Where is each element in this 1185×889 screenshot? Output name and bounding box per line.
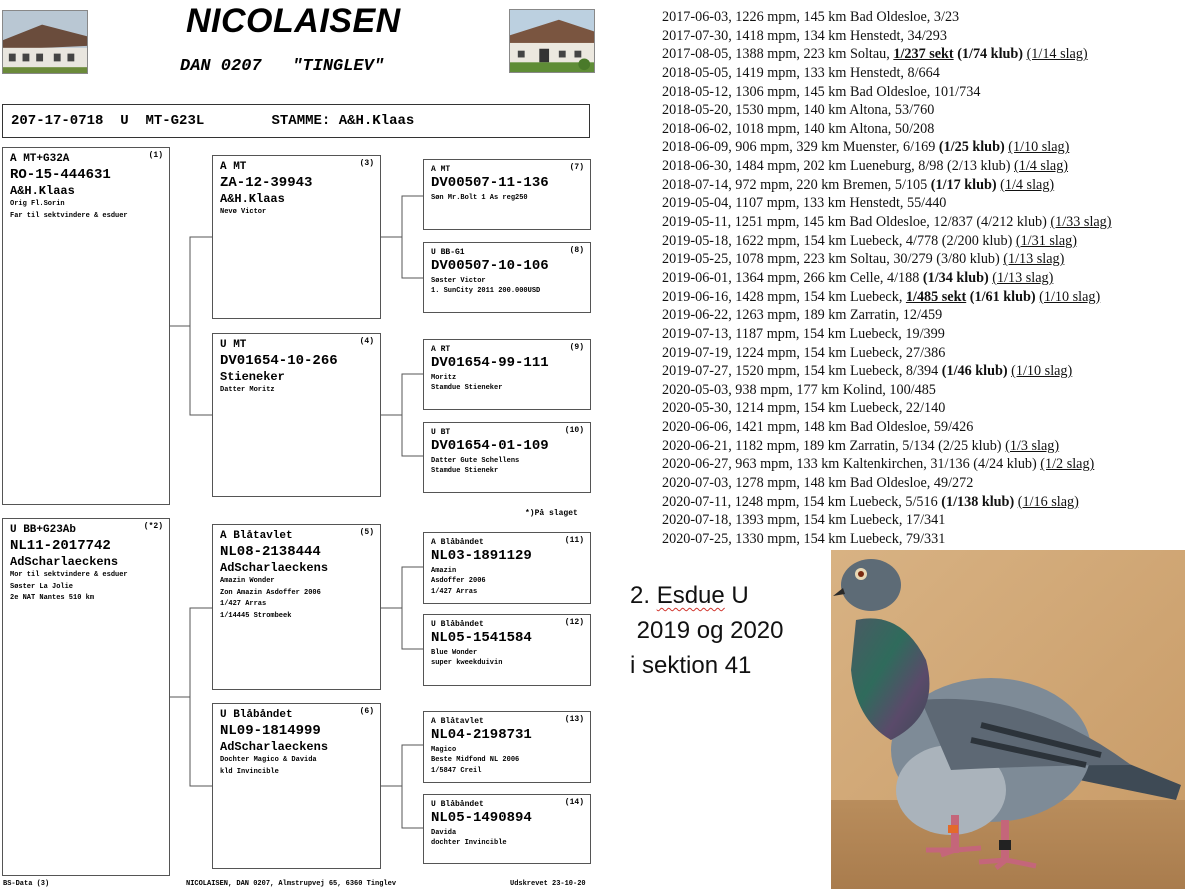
farmhouse-photo-left (2, 10, 88, 74)
box-note: 1/427 Arras (220, 600, 267, 609)
pedigree-subtitle: DAN 0207 "TINGLEV" (180, 57, 385, 76)
box-note: 2e NAT Nantes 510 km (10, 594, 95, 603)
box-number: (9) (569, 343, 584, 352)
pedigree-box-9 (423, 339, 591, 410)
result-text: 2019-05-25, 1078 mpm, 223 km Soltau, 30/279 (3/80 klub) (662, 251, 1000, 268)
box-ring: NL05-1541584 (431, 630, 532, 646)
race-result-row (662, 344, 1112, 363)
box-note: Magico (431, 745, 457, 754)
pedigree-box-6 (212, 703, 381, 869)
box-ring: NL09-1814999 (220, 722, 321, 739)
box-color-line: U Blåbåndet (220, 709, 293, 721)
race-result-row (662, 27, 1112, 46)
box-note: Davida (431, 828, 457, 837)
pedigree-box-5 (212, 524, 381, 690)
race-result-row (662, 474, 1112, 493)
result-loft-place: (1/4 slag) (1000, 176, 1055, 193)
box-number: (4) (359, 337, 374, 346)
caption-section: i sektion 41 (630, 652, 752, 679)
box-ring: RO-15-444631 (10, 166, 111, 183)
box-ring: ZA-12-39943 (220, 174, 313, 191)
result-text: 2020-07-11, 1248 mpm, 154 km Luebeck, 5/516 (662, 493, 938, 510)
box-breeder: AdScharlaeckens (10, 555, 119, 570)
box-breeder: Stieneker (220, 370, 285, 385)
result-text: 2020-06-21, 1182 mpm, 189 km Zarratin, 5/134 (2/25 klub) (662, 437, 1002, 454)
box-number: (6) (359, 707, 374, 716)
box-note: Orig Fl.Sorin (10, 200, 65, 209)
box-color-line: U Blåbåndet (431, 620, 484, 629)
box-number: (5) (359, 528, 374, 537)
result-text: 2018-05-05, 1419 mpm, 133 km Henstedt, 8/664 (662, 64, 940, 81)
result-text: 2018-06-30, 1484 mpm, 202 km Lueneburg, 8/98 (2/13 klub) (662, 158, 1011, 175)
pigeon-photo (831, 550, 1185, 889)
result-loft-place: (1/33 slag) (1050, 214, 1112, 231)
box-number: (1) (148, 151, 163, 160)
box-breeder: A&H.Klaas (10, 184, 75, 199)
result-text: 2020-07-03, 1278 mpm, 148 km Bad Oldesloe, 49/272 (662, 475, 974, 492)
box-note: Asdoffer 2006 (431, 577, 486, 586)
box-ring: DV01654-01-109 (431, 438, 549, 454)
pedigree-box-8 (423, 242, 591, 313)
box-note: 1/427 Arras (431, 588, 478, 597)
result-text: 2020-07-25, 1330 mpm, 154 km Luebeck, 79/331 (662, 530, 946, 547)
result-text: 2019-05-11, 1251 mpm, 145 km Bad Oldesloe, 12/837 (4/212 klub) (662, 214, 1047, 231)
result-text: 2019-07-27, 1520 mpm, 154 km Luebeck, 8/394 (662, 363, 939, 380)
box-note: Far til sektvindere & esduer (10, 211, 128, 220)
race-result-row (662, 399, 1112, 418)
race-result-row (662, 362, 1112, 381)
box-note: 1. SunCity 2011 200.000USD (431, 287, 541, 296)
box-number: (3) (359, 159, 374, 168)
result-loft-place: (1/4 slag) (1014, 158, 1069, 175)
pedigree-box-13 (423, 711, 591, 783)
sex: U (120, 113, 129, 129)
race-result-row (662, 493, 1112, 512)
box-ring: NL04-2198731 (431, 727, 532, 743)
box-note: Søster La Jolie (10, 582, 74, 591)
result-club-place: (1/25 klub) (938, 139, 1005, 156)
result-loft-place: (1/10 slag) (1011, 363, 1073, 380)
result-loft-place: (1/14 slag) (1026, 46, 1088, 63)
box-note: Stamdue Stieneker (431, 384, 503, 393)
caption-years: 2019 og 2020 (630, 617, 784, 644)
box-color-line: U MT (220, 339, 247, 351)
race-results-list (662, 8, 1112, 549)
box-color-line: A MT (431, 165, 451, 174)
caption-suffix: U (724, 582, 749, 609)
race-result-row (662, 437, 1112, 456)
result-text: 2018-05-20, 1530 mpm, 140 km Altona, 53/760 (662, 102, 935, 119)
pedigree-box-14 (423, 794, 591, 864)
box-number: (14) (564, 798, 584, 807)
box-note: Beste Midfond NL 2006 (431, 756, 520, 765)
box-note: Mor til sektvindere & esduer (10, 571, 128, 580)
race-result-row (662, 325, 1112, 344)
result-club-place: (1/17 klub) (930, 176, 997, 193)
result-text: 2018-07-14, 972 mpm, 220 km Bremen, 5/105 (662, 176, 928, 193)
race-result-row (662, 138, 1112, 157)
race-result-row (662, 45, 1112, 64)
pedigree-box-dam (2, 518, 170, 876)
result-loft-place: (1/2 slag) (1040, 456, 1095, 473)
box-note: Nevø Victor (220, 208, 267, 217)
box-color-line: A MT+G32A (10, 153, 70, 165)
caption-word: Esdue (656, 582, 725, 609)
race-result-row (662, 269, 1112, 288)
result-text: 2020-05-03, 938 mpm, 177 km Kolind, 100/485 (662, 381, 936, 398)
box-number: (11) (564, 536, 584, 545)
box-number: (10) (564, 426, 584, 435)
footer-software: BS-Data (3) (3, 880, 50, 888)
ace-pigeon-caption (630, 578, 783, 683)
race-result-row (662, 64, 1112, 83)
result-loft-place: (1/13 slag) (1003, 251, 1065, 268)
box-note: Dochter Magico & Davida (220, 756, 317, 765)
pedigree-box-10 (423, 422, 591, 493)
pedigree-box-4 (212, 333, 381, 497)
result-loft-place: (1/13 slag) (992, 269, 1054, 286)
result-section-place: 1/237 sekt (893, 46, 954, 63)
race-result-row (662, 306, 1112, 325)
box-breeder: AdScharlaeckens (220, 740, 329, 755)
box-ring: NL05-1490894 (431, 810, 532, 826)
farmhouse-photo-right (509, 9, 595, 73)
box-ring: DV00507-10-106 (431, 258, 549, 274)
race-result-row (662, 8, 1112, 27)
box-number: (12) (564, 618, 584, 627)
pedigree-box-3 (212, 155, 381, 319)
result-text: 2020-07-18, 1393 mpm, 154 km Luebeck, 17/341 (662, 512, 946, 529)
race-result-row (662, 101, 1112, 120)
box-note: 1/5847 Creil (431, 767, 482, 776)
box-ring: DV00507-11-136 (431, 175, 549, 191)
race-result-row (662, 511, 1112, 530)
box-ring: DV01654-10-266 (220, 352, 338, 369)
box-note: Amazin Wonder (220, 577, 275, 586)
box-number: (13) (564, 715, 584, 724)
box-color-line: A Blåbåndet (431, 538, 484, 547)
result-text: 2019-06-16, 1428 mpm, 154 km Luebeck, (662, 288, 906, 305)
result-section-place: 1/485 sekt (905, 288, 967, 305)
box-color-line: A MT (220, 161, 247, 173)
box-note: Blue Wonder (431, 648, 478, 657)
result-loft-place: (1/31 slag) (1015, 232, 1077, 249)
result-club-place: (1/46 klub) (941, 363, 1008, 380)
result-text: 2020-05-30, 1214 mpm, 154 km Luebeck, 22/140 (662, 400, 946, 417)
result-loft-place: (1/16 slag) (1017, 493, 1079, 510)
result-text: 2017-07-30, 1418 mpm, 134 km Henstedt, 34/293 (662, 27, 947, 44)
caption-prefix: 2. (630, 582, 657, 609)
pedigree-box-12 (423, 614, 591, 686)
result-text: 2019-07-13, 1187 mpm, 154 km Luebeck, 19/399 (662, 325, 945, 342)
race-result-row (662, 176, 1112, 195)
result-text: 2019-06-01, 1364 mpm, 266 km Celle, 4/188 (662, 269, 920, 286)
pedigree-title: NICOLAISEN (186, 2, 401, 40)
box-note: dochter Invincible (431, 839, 507, 848)
color: MT-G23L (145, 113, 205, 129)
box-note: Zon Amazin Asdoffer 2006 (220, 588, 321, 597)
box-note: super kweekduivin (431, 659, 503, 668)
box-breeder: A&H.Klaas (220, 192, 285, 207)
box-note: Søster Victor (431, 276, 486, 285)
result-text: 2019-05-04, 1107 mpm, 133 km Henstedt, 55/440 (662, 195, 947, 212)
box-color-line: U BT (431, 428, 451, 437)
box-ring: NL11-2017742 (10, 537, 111, 554)
race-result-row (662, 120, 1112, 139)
box-breeder: AdScharlaeckens (220, 561, 329, 576)
race-result-row (662, 250, 1112, 269)
box-color-line: U Blåbåndet (431, 800, 484, 809)
pedigree-box-sire (2, 147, 170, 505)
race-result-row (662, 288, 1112, 307)
result-loft-place: (1/3 slag) (1005, 437, 1060, 454)
box-note: Stamdue Stienekr (431, 467, 499, 476)
box-number: (7) (569, 163, 584, 172)
box-number: (*2) (143, 522, 163, 531)
race-result-row (662, 194, 1112, 213)
box-color-line: U BB-G1 (431, 248, 465, 257)
pedigree-box-7 (423, 159, 591, 230)
box-note: Datter Moritz (220, 386, 275, 395)
footer-address: NICOLAISEN, DAN 0207, Almstrupvej 65, 6360 Tinglev (186, 880, 397, 888)
result-text: 2017-06-03, 1226 mpm, 145 km Bad Oldesloe, 3/23 (662, 9, 960, 25)
on-loft-note: *)På slaget (525, 509, 578, 518)
pigeon-id-bar (2, 104, 590, 138)
ring-number: 207-17-0718 (11, 113, 104, 129)
box-note: 1/14445 Strombeek (220, 611, 292, 620)
box-note: Amazin (431, 566, 457, 575)
result-text: 2018-06-02, 1018 mpm, 140 km Altona, 50/208 (662, 120, 935, 137)
result-club-place: (1/74 klub) (957, 46, 1024, 63)
box-number: (8) (569, 246, 584, 255)
box-color-line: A Blåtavlet (220, 530, 293, 542)
race-result-row (662, 83, 1112, 102)
stamme: STAMME: A&H.Klaas (271, 113, 415, 129)
race-result-row (662, 213, 1112, 232)
pedigree-box-11 (423, 532, 591, 604)
result-club-place: (1/61 klub) (969, 288, 1036, 305)
race-result-row (662, 157, 1112, 176)
race-result-row (662, 530, 1112, 549)
result-text: 2019-06-22, 1263 mpm, 189 km Zarratin, 12/459 (662, 307, 943, 324)
box-note: kld Invincible (220, 767, 279, 776)
result-text: 2020-06-06, 1421 mpm, 148 km Bad Oldesloe, 59/426 (662, 419, 974, 436)
box-ring: DV01654-99-111 (431, 355, 549, 371)
result-text: 2020-06-27, 963 mpm, 133 km Kaltenkirchen, 31/136 (4/24 klub) (662, 456, 1037, 473)
box-ring: NL08-2138444 (220, 543, 321, 560)
race-result-row (662, 418, 1112, 437)
box-color-line: A RT (431, 345, 451, 354)
race-result-row (662, 381, 1112, 400)
race-result-row (662, 455, 1112, 474)
result-text: 2018-05-12, 1306 mpm, 145 km Bad Oldesloe, 101/734 (662, 83, 981, 100)
box-note: Moritz (431, 373, 457, 382)
box-color-line: A Blåtavlet (431, 717, 484, 726)
result-text: 2017-08-05, 1388 mpm, 223 km Soltau, (662, 46, 894, 63)
result-loft-place: (1/10 slag) (1008, 139, 1070, 156)
footer-printed-date: Udskrevet 23-10-20 (510, 880, 586, 888)
box-color-line: U BB+G23Ab (10, 524, 77, 536)
box-note: Søn Mr.Bolt 1 As reg250 (431, 193, 528, 202)
box-note: Datter Gute Schellens (431, 456, 520, 465)
result-loft-place: (1/10 slag) (1039, 288, 1101, 305)
result-club-place: (1/138 klub) (941, 493, 1015, 510)
box-ring: NL03-1891129 (431, 548, 532, 564)
result-text: 2019-05-18, 1622 mpm, 154 km Luebeck, 4/778 (2/200 klub) (662, 232, 1013, 249)
race-result-row (662, 232, 1112, 251)
result-text: 2018-06-09, 906 mpm, 329 km Muenster, 6/169 (662, 139, 936, 156)
result-text: 2019-07-19, 1224 mpm, 154 km Luebeck, 27/386 (662, 344, 946, 361)
result-club-place: (1/34 klub) (922, 269, 989, 286)
